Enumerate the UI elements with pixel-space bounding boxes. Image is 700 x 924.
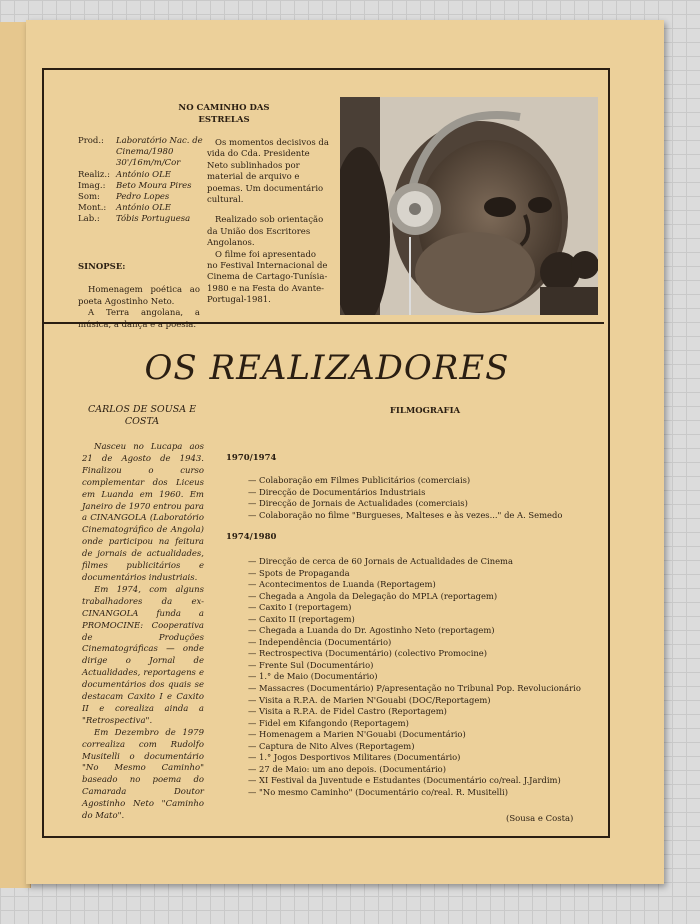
- list-item: — Spots de Propaganda: [248, 567, 350, 578]
- bio-paragraph: Em 1974, com alguns trabalhadores da ex-CINANGOLA funda a PROMOCINE: Cooperativa de Produções Cinematográficas — onde dirige o Jornal de Actualidades, reportagens e documentários dos quais se destacam Caxito I e Caxito II e corealiza ainda a "Retrospectiva".: [82, 584, 204, 726]
- sinopse-paragraph: A Terra angolana, a música, a dança e a poesia.: [78, 308, 200, 330]
- sinopse-text: [78, 285, 200, 331]
- film-description: [207, 138, 329, 316]
- list-item: — Fidel em Kifangondo (Reportagem): [248, 717, 409, 728]
- credit-row: [78, 203, 204, 214]
- list-item: — 1.° Jogos Desportivos Militares (Documentário): [248, 752, 461, 763]
- list-item: — Colaboração em Filmes Publicitários (comerciais): [248, 475, 471, 485]
- credit-row: [78, 136, 204, 170]
- credit-value: António OLE: [116, 169, 171, 180]
- period-heading: 1974/1980: [226, 532, 277, 542]
- credit-value: Laboratório Nac. de Cinema/1980 30'/16m/m/Cor: [116, 136, 203, 169]
- list-item: — Massacres (Documentário) P/apresentação no Tribunal Pop. Revolucionário: [248, 683, 581, 694]
- filmography-list-1974: [248, 556, 581, 798]
- list-item: — Direcção de Jornais de Actualidades (comerciais): [248, 498, 468, 509]
- credit-row: [78, 214, 204, 225]
- list-item: — Rectrospectiva (Documentário) (colectivo Promocine): [248, 648, 488, 659]
- photo-man-with-headphones: [340, 97, 598, 315]
- author-biography: [82, 442, 204, 823]
- list-item: — Colaboração no filme "Burgueses, Malteses e às vezes..." de A. Semedo: [248, 509, 563, 520]
- list-item: — 1.° de Maio (Documentário): [248, 671, 378, 682]
- credit-label: Realiz.:: [78, 169, 110, 180]
- photo-illustration: [340, 97, 598, 315]
- list-item: — Visita a R.P.A. de Marien N'Gouabi (DOC/Reportagem): [248, 694, 491, 705]
- credit-row: [78, 181, 204, 192]
- list-item: — Chegada a Angola da Delegação do MPLA (reportagem): [248, 590, 498, 601]
- credit-label: Prod.:: [78, 136, 104, 146]
- list-item: — Frente Sul (Documentário): [248, 659, 374, 670]
- description-paragraph: Os momentos decisivos da vida do Cda. Presidente Neto sublinhados por material de arquivo e poemas. Um documentário cultural.: [207, 138, 329, 206]
- list-item: — Direcção de cerca de 60 Jornais de Actualidades de Cinema: [248, 556, 513, 566]
- credit-value: Pedro Lopes: [116, 192, 170, 203]
- bio-paragraph: Em Dezembro de 1979 correaliza com Rudolfo Musitelli o documentário "No Mesmo Caminho" baseado no poema do Camarada Doutor Agostinho Neto "Caminho do Mato".: [82, 727, 204, 822]
- list-item: — Homenagem a Marien N'Gouabi (Documentário): [248, 729, 466, 740]
- list-item: — 27 de Maio: um ano depois. (Documentário): [248, 763, 446, 774]
- bio-paragraph: Nasceu no Lucapa aos 21 de Agosto de 1943. Finalizou o curso complementar dos Liceus em Luanda em 1960. Em Janeiro de 1970 entrou para a CINANGOLA (Laboratório Cinematográfico de Angola) onde participou na feitura de jornais de actualidades, filmes publicitários e documentários industriais.: [82, 442, 205, 583]
- description-paragraph: Realizado sob orientação da União dos Escritores Angolanos.: [207, 215, 324, 249]
- filmography-list-1970: [248, 475, 562, 521]
- credit-label: Imag.:: [78, 180, 106, 191]
- list-item: — Direcção de Documentários Industriais: [248, 486, 426, 497]
- description-paragraph: O filme foi apresentado no Festival Internacional de Cinema de Cartago-Tunísia-1980 e na Festa do Avante-Portugal-1981.: [207, 249, 328, 306]
- section-title: OS REALIZADORES: [144, 348, 510, 388]
- period-heading: 1970/1974: [226, 453, 277, 463]
- credit-label: Mont.:: [78, 203, 107, 214]
- list-item: — XI Festival da Juventude e Estudantes (Documentário co/real. J.Jardim): [248, 775, 561, 786]
- list-item: — Captura de Nito Alves (Reportagem): [248, 740, 415, 751]
- list-item: — Chegada a Luanda do Dr. Agostinho Neto (reportagem): [248, 625, 495, 636]
- list-item: — Caxito II (reportagem): [248, 613, 355, 624]
- list-item: — Acontecimentos de Luanda (Reportagem): [248, 579, 436, 590]
- credit-value: António OLE: [116, 203, 171, 214]
- credit-label: Lab.:: [78, 214, 100, 225]
- author-signature: (Sousa e Costa): [506, 814, 574, 824]
- list-item: — "No mesmo Caminho" (Documentário co/real. R. Musitelli): [248, 786, 508, 797]
- credit-value: Tóbis Portuguesa: [116, 214, 191, 225]
- list-item: — Independência (Documentário): [248, 636, 392, 647]
- author-name: CARLOS DE SOUSA E COSTA: [87, 404, 197, 427]
- credit-value: Beto Moura Pires: [116, 180, 192, 191]
- credit-row: [78, 192, 204, 203]
- filmografia-heading: FILMOGRAFIA: [389, 406, 461, 416]
- credit-label: Som:: [78, 192, 100, 203]
- sinopse-heading: SINOPSE:: [78, 262, 126, 272]
- film-title: NO CAMINHO DAS ESTRELAS: [178, 103, 270, 125]
- sinopse-paragraph: Homenagem poética ao poeta Agostinho Neto.: [78, 285, 200, 307]
- list-item: — Caxito I (reportagem): [248, 602, 352, 613]
- film-credits: [78, 136, 204, 226]
- credit-row: [78, 170, 204, 181]
- list-item: — Visita a R.P.A. de Fidel Castro (Reportagem): [248, 706, 447, 717]
